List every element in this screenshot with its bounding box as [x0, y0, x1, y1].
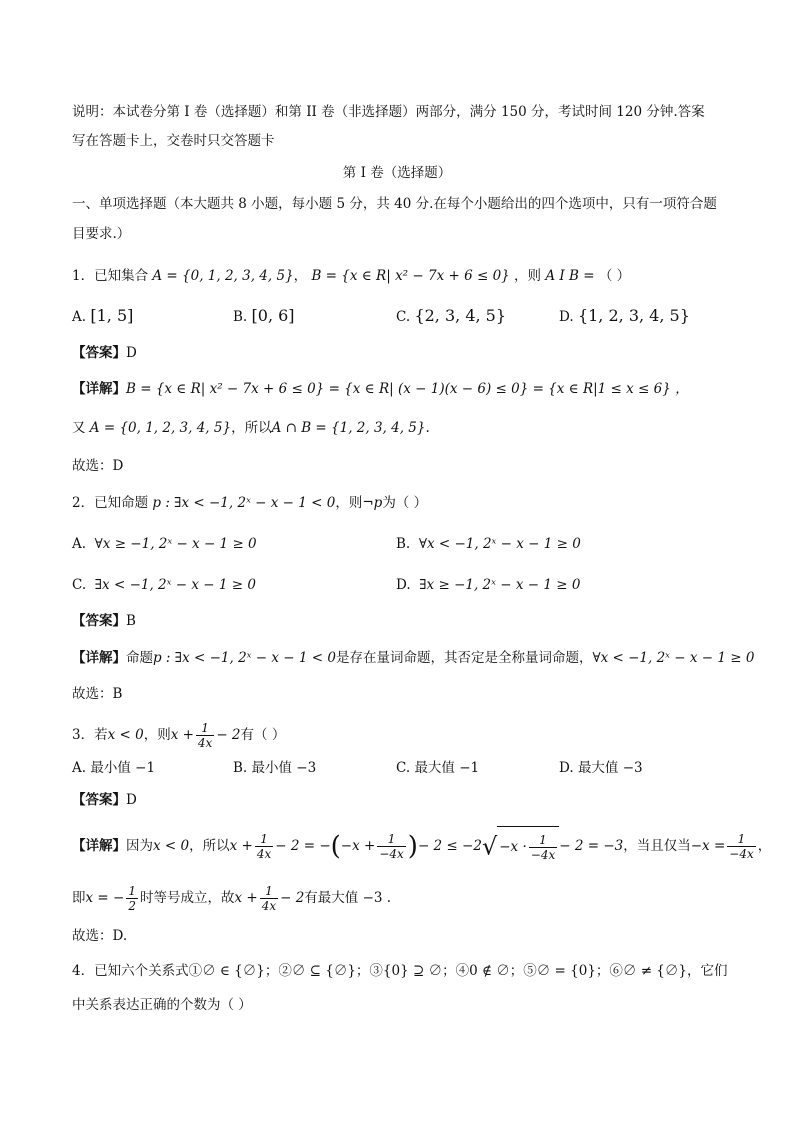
option-label: D. — [396, 577, 411, 593]
fraction-numerator: 1 — [529, 833, 557, 848]
intro-line-1: 说明：本试卷分第 I 卷（选择题）和第 II 卷（非选择题）两部分，满分 150 分，考试时间 120 分钟.答案 — [72, 104, 705, 120]
q3-detail-line2-prefix: 即 — [72, 890, 86, 906]
q3-option-c — [396, 758, 479, 778]
q2-detail — [72, 648, 754, 668]
option-text: {2, 3, 4, 5} — [414, 306, 507, 325]
q3-stem-mid: ，则 — [143, 727, 171, 743]
q3-option-d — [559, 758, 643, 778]
q3-detail-when: ，当且仅当 — [623, 838, 691, 854]
q3-detail-minus-2: − 2 — [280, 890, 305, 906]
q3-detail-step: − 2 = − — [275, 838, 331, 854]
q2-choice: 故选：B — [72, 686, 123, 702]
q2-stem — [72, 493, 427, 513]
q3-option-a — [72, 758, 155, 778]
sqrt-icon: √ — [481, 832, 498, 861]
q2-stem-neg: ¬p — [362, 495, 383, 511]
q2-stem-mid: ，则 — [335, 495, 363, 511]
left-paren: ( — [330, 831, 341, 862]
option-text: ∀x ≥ −1, 2ˣ − x − 1 ≥ 0 — [94, 536, 257, 552]
fraction-denominator: 4x — [256, 847, 272, 861]
q3-detail-ineq: − 2 ≤ −2 — [417, 838, 482, 854]
option-label: D. — [559, 309, 574, 325]
option-label: C. — [396, 309, 411, 325]
q1-choice: 故选：D — [72, 458, 124, 474]
q3-detail-because: 因为 — [126, 838, 153, 854]
section-title: 第 I 卷（选择题） — [342, 165, 452, 181]
q3-expr-minus: − 2 — [216, 727, 241, 743]
detail-label: 【详解】 — [72, 838, 126, 854]
q1-detail-intersection: A ∩ B = {1, 2, 3, 4, 5} — [271, 420, 426, 436]
q3-detail-eq-tail: = −3 — [587, 838, 624, 854]
fraction-numerator: 1 — [196, 721, 214, 736]
answer-value: D — [126, 345, 137, 361]
q2-option-d — [396, 575, 580, 595]
q2-answer — [72, 611, 136, 631]
option-label: C. — [72, 577, 87, 593]
q2-stem-suffix: 为（ ） — [382, 495, 428, 511]
q3-fraction — [196, 721, 214, 750]
answer-label: 【答案】 — [72, 792, 126, 808]
option-text: 最大值 −1 — [414, 760, 480, 776]
q3-detail-expr: x + — [229, 838, 253, 854]
option-label: B. — [233, 760, 248, 776]
option-text: 最大值 −3 — [577, 760, 643, 776]
option-text: 最小值 −3 — [251, 760, 317, 776]
q1-tail: = （ ） — [583, 268, 631, 284]
option-text: 最小值 −1 — [90, 760, 156, 776]
fraction-denominator: 2 — [128, 899, 136, 913]
q3-detail-cond: x < 0 — [153, 838, 190, 854]
q1-stem-prefix: 1．已知集合 — [72, 268, 149, 284]
q2-stem-prefix: 2．已知命题 — [72, 495, 149, 511]
q3-detail-eq: − 2 — [559, 838, 588, 854]
q1-option-c — [396, 306, 506, 327]
option-label: C. — [396, 760, 411, 776]
fraction-denominator: −4x — [379, 847, 404, 861]
q1-option-a — [72, 306, 133, 327]
answer-label: 【答案】 — [72, 613, 126, 629]
q3-detail-cond-eq: −x = — [690, 838, 726, 854]
fraction-denominator: 4x — [197, 736, 213, 750]
q1-expr: A I B — [545, 268, 579, 284]
q1-detail-mid: ，所以 — [231, 420, 272, 436]
option-text: [1, 5] — [90, 306, 134, 325]
q3-stem-cond: x < 0 — [107, 727, 144, 743]
answer-value: B — [126, 613, 136, 629]
q1-detail-prefix: 又 — [72, 420, 86, 436]
q4-line-1: 4．已知六个关系式①∅ ∈ {∅}；②∅ ⊆ {∅}；③{0} ⊇ ∅；④0 ∉ ∅；⑤∅ = {0}；⑥∅ ≠ {∅}，它们 — [72, 963, 728, 979]
q2-option-b — [396, 534, 581, 554]
option-label: A. — [72, 760, 87, 776]
q3-detail-frac-5 — [260, 884, 278, 913]
q3-detail-line-2 — [72, 880, 391, 916]
q1-detail-line-1 — [72, 379, 689, 399]
option-label: B. — [396, 536, 411, 552]
q3-detail-half — [126, 884, 138, 913]
q3-detail-frac-1 — [255, 832, 273, 861]
q3-expr-x: x + — [170, 727, 194, 743]
q1-detail-end: . — [425, 420, 430, 436]
q3-stem-prefix: 3．若 — [72, 727, 108, 743]
q1-stem: 1．已知集合 A = {0, 1, 2, 3, 4, 5}， B = {x ∈ R| x² − 7x + 6 ≤ 0} ，则 A I B = （ ） — [72, 268, 631, 284]
right-paren: ) — [407, 831, 418, 862]
q2-detail-math: p : ∃x < −1, 2ˣ − x − 1 < 0 — [153, 650, 336, 666]
q1-set-b: B = {x ∈ R| x² − 7x + 6 ≤ 0} — [311, 268, 510, 284]
detail-label: 【详解】 — [72, 650, 126, 666]
option-label: D. — [559, 760, 574, 776]
q3-detail-so: ，所以 — [189, 838, 230, 854]
option-label: B. — [233, 309, 248, 325]
fraction-denominator: −4x — [729, 847, 754, 861]
q1-option-d — [559, 306, 690, 327]
fraction-numerator: 1 — [128, 884, 136, 898]
option-label: A. — [72, 309, 87, 325]
q1-set-a: A = {0, 1, 2, 3, 4, 5} — [152, 268, 294, 284]
answer-label: 【答案】 — [72, 345, 126, 361]
q2-detail-mid: 是存在量词命题，其否定是全称量词命题， — [335, 650, 593, 666]
q3-stem — [72, 718, 285, 752]
q3-detail-frac-4 — [727, 832, 755, 861]
section-desc-line-2: 目要求.） — [72, 226, 131, 242]
q1-answer — [72, 343, 137, 363]
q3-detail-frac-3 — [529, 833, 557, 862]
q1-detail-set-a: A = {0, 1, 2, 3, 4, 5} — [89, 420, 232, 436]
q2-detail-negation: ∀x < −1, 2ˣ − x − 1 ≥ 0 — [592, 650, 755, 666]
q2-detail-prefix: 命题 — [126, 650, 153, 666]
option-text: {1, 2, 3, 4, 5} — [577, 306, 690, 325]
q1-option-b — [233, 306, 295, 327]
option-text: ∃x < −1, 2ˣ − x − 1 ≥ 0 — [94, 577, 256, 593]
q1-detail-line-2 — [72, 418, 430, 438]
fraction-numerator: 1 — [260, 884, 278, 899]
q3-detail-frac-2 — [377, 832, 405, 861]
q3-choice: 故选：D. — [72, 928, 128, 944]
q3-detail-line2-end: 有最大值 −3 . — [304, 890, 392, 906]
q3-detail-line2-mid: 时等号成立，故 — [139, 890, 235, 906]
q3-detail-expr-2: x + — [234, 890, 258, 906]
q1-stem-suffix: ，则 — [514, 268, 542, 284]
q3-detail-x-eq: x = − — [85, 890, 125, 906]
q3-stem-suffix: 有（ ） — [240, 727, 286, 743]
fraction-denominator: −4x — [530, 848, 556, 862]
option-label: A. — [72, 536, 87, 552]
q1-detail-math: B = {x ∈ R| x² − 7x + 6 ≤ 0} = {x ∈ R| (x − 1)(x − 6) ≤ 0} = {x ∈ R|1 ≤ x ≤ 6} ， — [126, 381, 689, 397]
fraction-numerator: 1 — [727, 832, 755, 847]
q2-option-c — [72, 575, 256, 595]
section-desc-line-1: 一、单项选择题（本大题共 8 小题，每小题 5 分，共 40 分.在每个小题给出的四个选项中，只有一项符合题 — [72, 196, 717, 212]
q3-detail-sqrt: −x · $\frac{1}{-4x}$ — [497, 826, 559, 867]
option-text: ∀x < −1, 2ˣ − x − 1 ≥ 0 — [418, 536, 581, 552]
intro-line-2: 写在答题卡上，交卷时只交答题卡 — [72, 133, 275, 149]
q3-answer — [72, 790, 137, 810]
fraction-numerator: 1 — [377, 832, 405, 847]
option-text: ∃x ≥ −1, 2ˣ − x − 1 ≥ 0 — [419, 577, 581, 593]
q3-option-b — [233, 758, 316, 778]
option-text: [0, 6] — [251, 306, 295, 325]
fraction-denominator: 4x — [261, 899, 277, 913]
q4-line-2: 中关系表达正确的个数为（ ） — [72, 997, 252, 1013]
q2-stem-math: p : ∃x < −1, 2ˣ − x − 1 < 0 — [152, 495, 336, 511]
fraction-numerator: 1 — [255, 832, 273, 847]
answer-value: D — [126, 792, 137, 808]
q3-detail-negx: −x + — [340, 838, 376, 854]
q2-option-a — [72, 534, 257, 554]
detail-label: 【详解】 — [72, 381, 126, 397]
q3-detail-line-1: 【详解】因为x < 0，所以x + $\frac{1}{4x}$ − 2 = −(−x + $\frac{1}{-4x}$ )− 2 ≤ −2√ −x · $\frac{1}{-4x}$ − 2 = −3，当且仅当−x = $\frac{1}{-4x}$ ， — [72, 826, 771, 867]
